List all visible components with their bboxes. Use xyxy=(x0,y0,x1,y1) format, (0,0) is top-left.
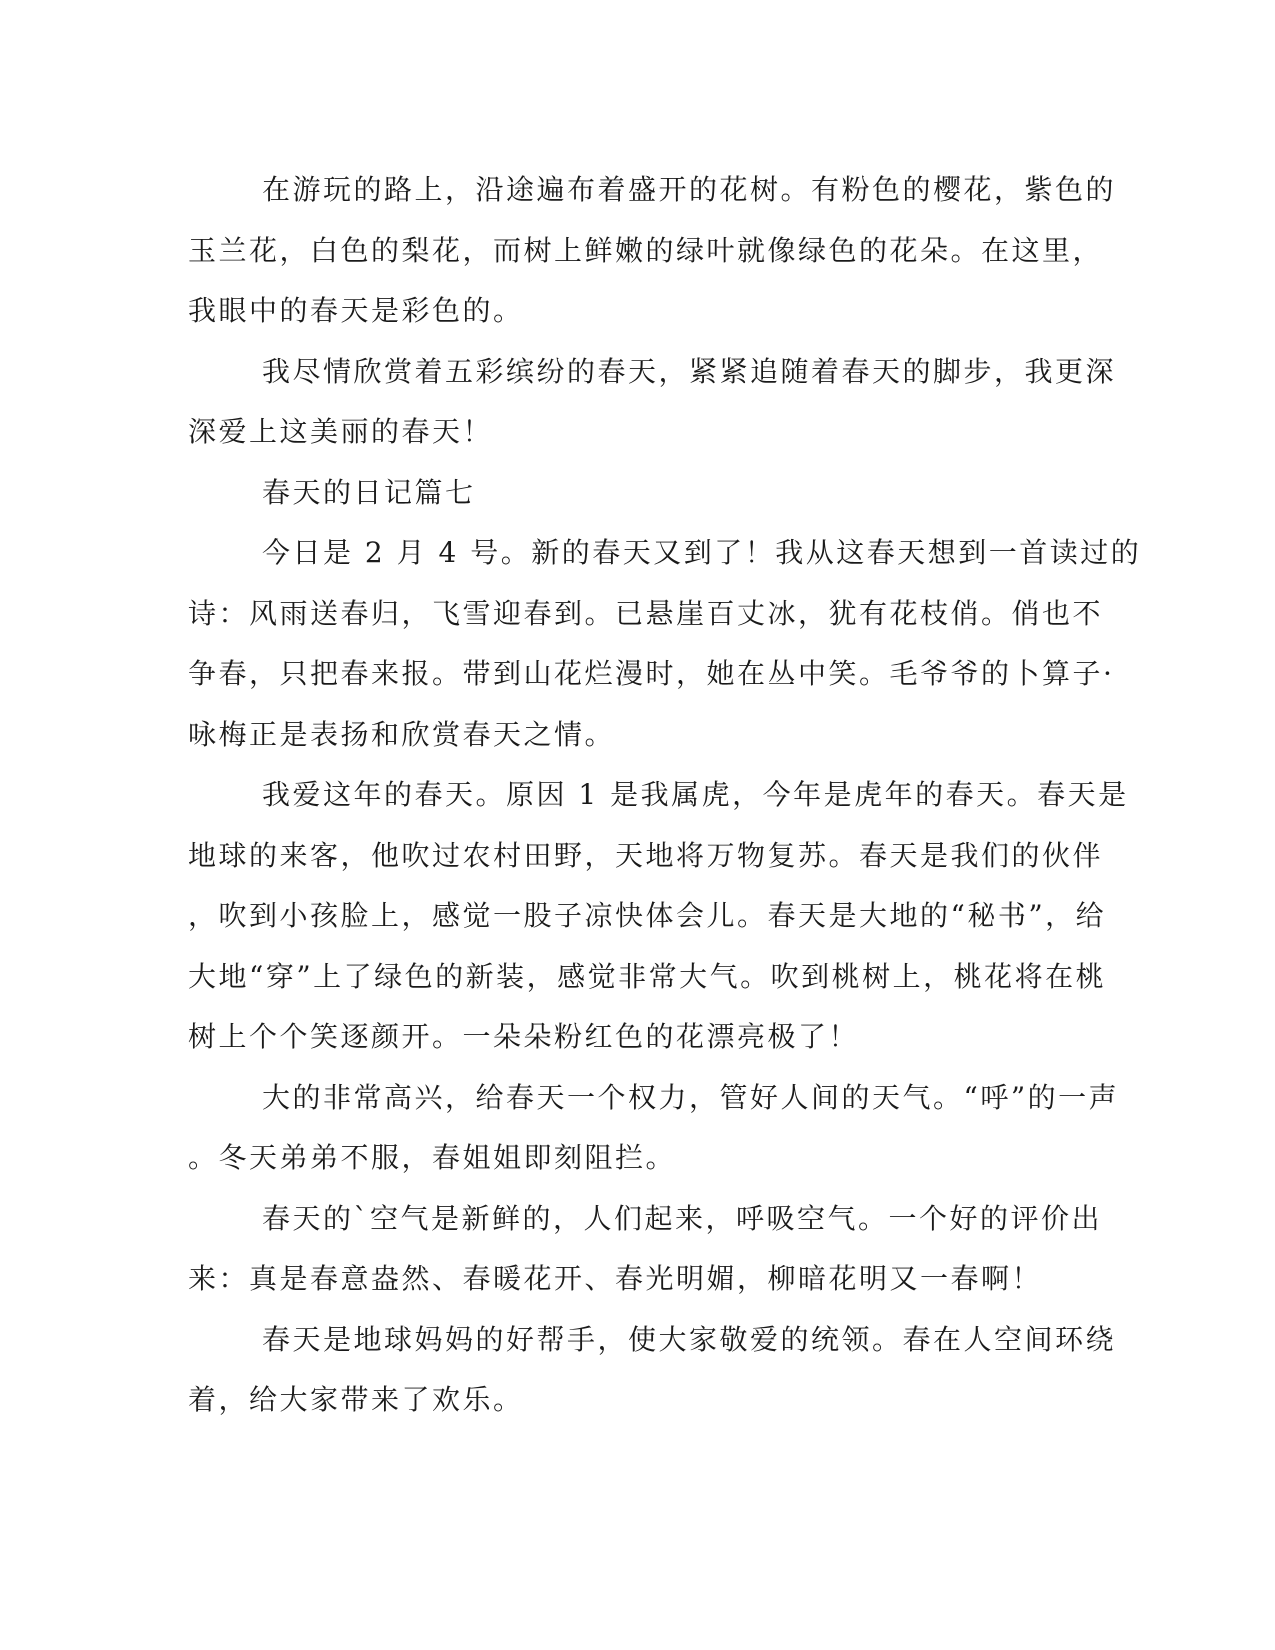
text-line: 春天是地球妈妈的好帮手，使大家敬爱的统领。春在人空间环绕 xyxy=(262,1322,1117,1356)
text-line: 我爱这年的春天。原因 1 是我属虎，今年是虎年的春天。春天是 xyxy=(262,778,1129,811)
text-line: 来：真是春意盎然、春暖花开、春光明媚，柳暗花明又一春啊！ xyxy=(188,1262,1043,1295)
text-line: 着，给大家带来了欢乐。 xyxy=(188,1383,524,1416)
text-line: 春天的`空气是新鲜的，人们起来，呼吸空气。一个好的评价出 xyxy=(262,1201,1103,1235)
text-line: 地球的来客，他吹过农村田野，天地将万物复苏。春天是我们的伙伴 xyxy=(188,838,1104,872)
text-line: 今日是 2 月 4 号。新的春天又到了！我从这春天想到一首读过的 xyxy=(262,536,1142,569)
document-body xyxy=(188,160,1142,1431)
text-line: 争春，只把春来报。带到山花烂漫时，她在丛中笑。毛爷爷的卜算子· xyxy=(188,657,1115,690)
text-line: ，吹到小孩脸上，感觉一股子凉快体会儿。春天是大地的“秘书”，给 xyxy=(188,899,1107,932)
text-line: 深爱上这美丽的春天！ xyxy=(188,415,494,448)
text-line: 我眼中的春天是彩色的。 xyxy=(188,294,524,327)
text-line: 玉兰花，白色的梨花，而树上鲜嫩的绿叶就像绿色的花朵。在这里， xyxy=(188,233,1104,267)
text-line: 咏梅正是表扬和欣赏春天之情。 xyxy=(188,717,616,751)
text-line: 我尽情欣赏着五彩缤纷的春天，紧紧追随着春天的脚步，我更深 xyxy=(262,354,1117,388)
text-line: 大的非常高兴，给春天一个权力，管好人间的天气。“呼”的一声 xyxy=(262,1080,1120,1114)
text-line: 诗：风雨送春归，飞雪迎春到。已悬崖百丈冰，犹有花枝俏。俏也不 xyxy=(188,596,1104,630)
text-line: 在游玩的路上，沿途遍布着盛开的花树。有粉色的樱花，紫色的 xyxy=(262,173,1117,206)
text-line: 树上个个笑逐颜开。一朵朵粉红色的花漂亮极了！ xyxy=(188,1020,860,1053)
text-line: 大地“穿”上了绿色的新装，感觉非常大气。吹到桃树上，桃花将在桃 xyxy=(188,959,1107,993)
section-heading: 春天的日记篇七 xyxy=(262,475,476,509)
text-line: 。冬天弟弟不服，春姐姐即刻阻拦。 xyxy=(188,1141,677,1174)
